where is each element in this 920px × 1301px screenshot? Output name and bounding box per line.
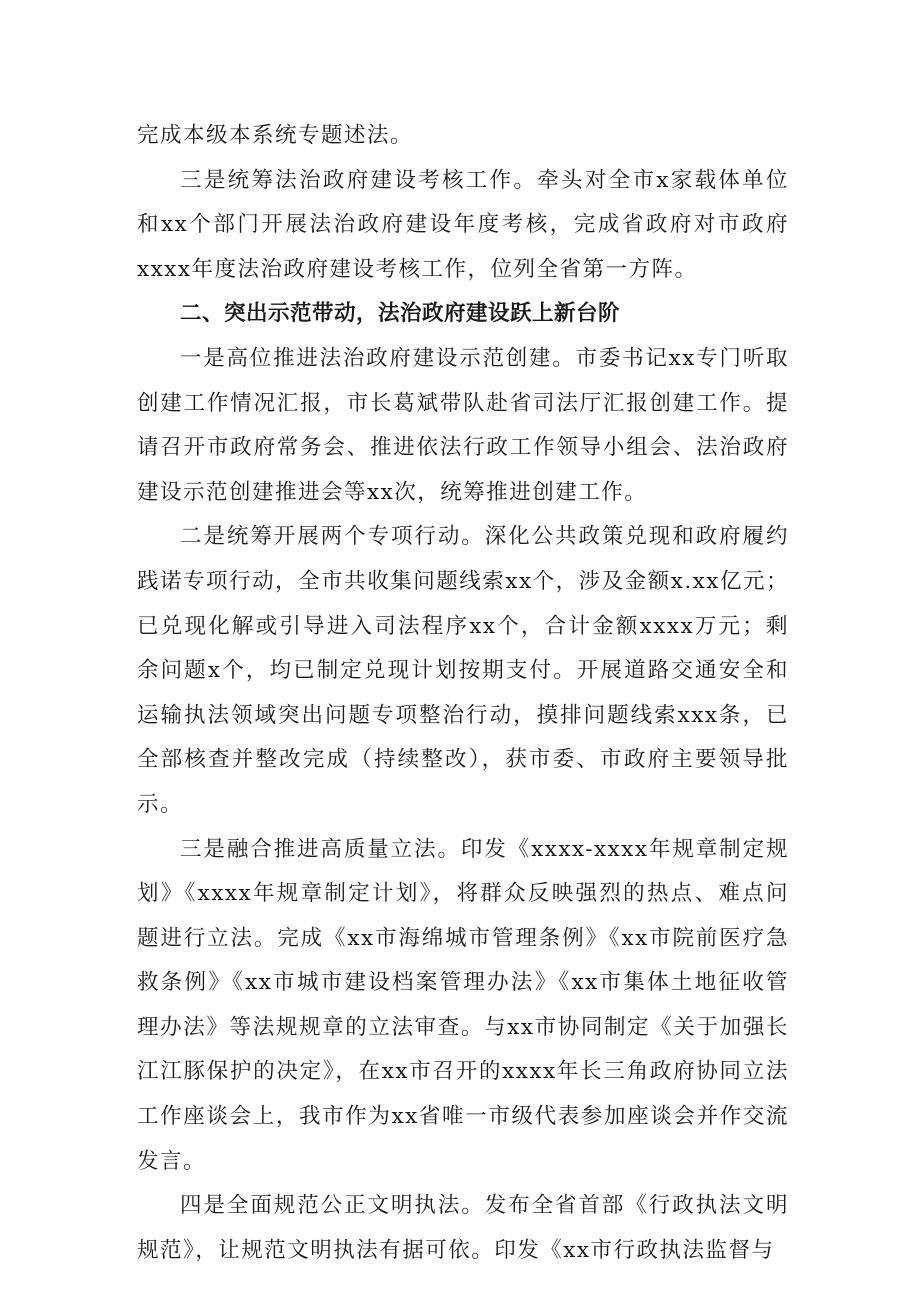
- paragraph-special-actions: 二是统筹开展两个专项行动。深化公共政策兑现和政府履约践诺专项行动，全市共收集问题线索xx个，涉及金额x.xx亿元；已兑现化解或引导进入司法程序xx个，合计金额xxxx万元；剩余问题x个，均已制定兑现计划按期支付。开展道路交通安全和运输执法领域突出问题专项整治行动，摸排问题线索xxx条，已全部核查并整改完成（持续整改），获市委、市政府主要领导批示。: [137, 524, 789, 817]
- section-heading-two: 二、突出示范带动，法治政府建设跃上新台阶: [180, 301, 621, 327]
- paragraph-law-enforcement: 四是全面规范公正文明执法。发布全省首部《行政执法文明规范》，让规范文明执法有据可依。印发《xx市行政执法监督与: [137, 1193, 789, 1263]
- document-body: [137, 114, 789, 1273]
- paragraph-legislation: 三是融合推进高质量立法。印发《xxxx-xxxx年规章制定规划》《xxxx年规章制定计划》，将群众反映强烈的热点、难点问题进行立法。完成《xx市海绵城市管理条例》《xx市院前医疗急救条例》《xx市城市建设档案管理办法》《xx市集体土地征收管理办法》等法规规章的立法审查。与xx市协同制定《关于加强长江江豚保护的决定》，在xx市召开的xxxx年长三角政府协同立法工作座谈会上，我市作为xx省唯一市级代表参加座谈会并作交流发言。: [137, 836, 789, 1174]
- paragraph-assessment-work: 三是统筹法治政府建设考核工作。牵头对全市x家载体单位和xx个部门开展法治政府建设年度考核，完成省政府对市政府xxxx年度法治政府建设考核工作，位列全省第一方阵。: [137, 167, 789, 282]
- paragraph-demonstration-creation: 一是高位推进法治政府建设示范创建。市委书记xx专门听取创建工作情况汇报，市长葛斌带队赴省司法厅汇报创建工作。提请召开市政府常务会、推进依法行政工作领导小组会、法治政府建设示范创建推进会等xx次，统筹推进创建工作。: [137, 345, 789, 505]
- paragraph-continuation: 完成本级本系统专题述法。: [137, 123, 414, 148]
